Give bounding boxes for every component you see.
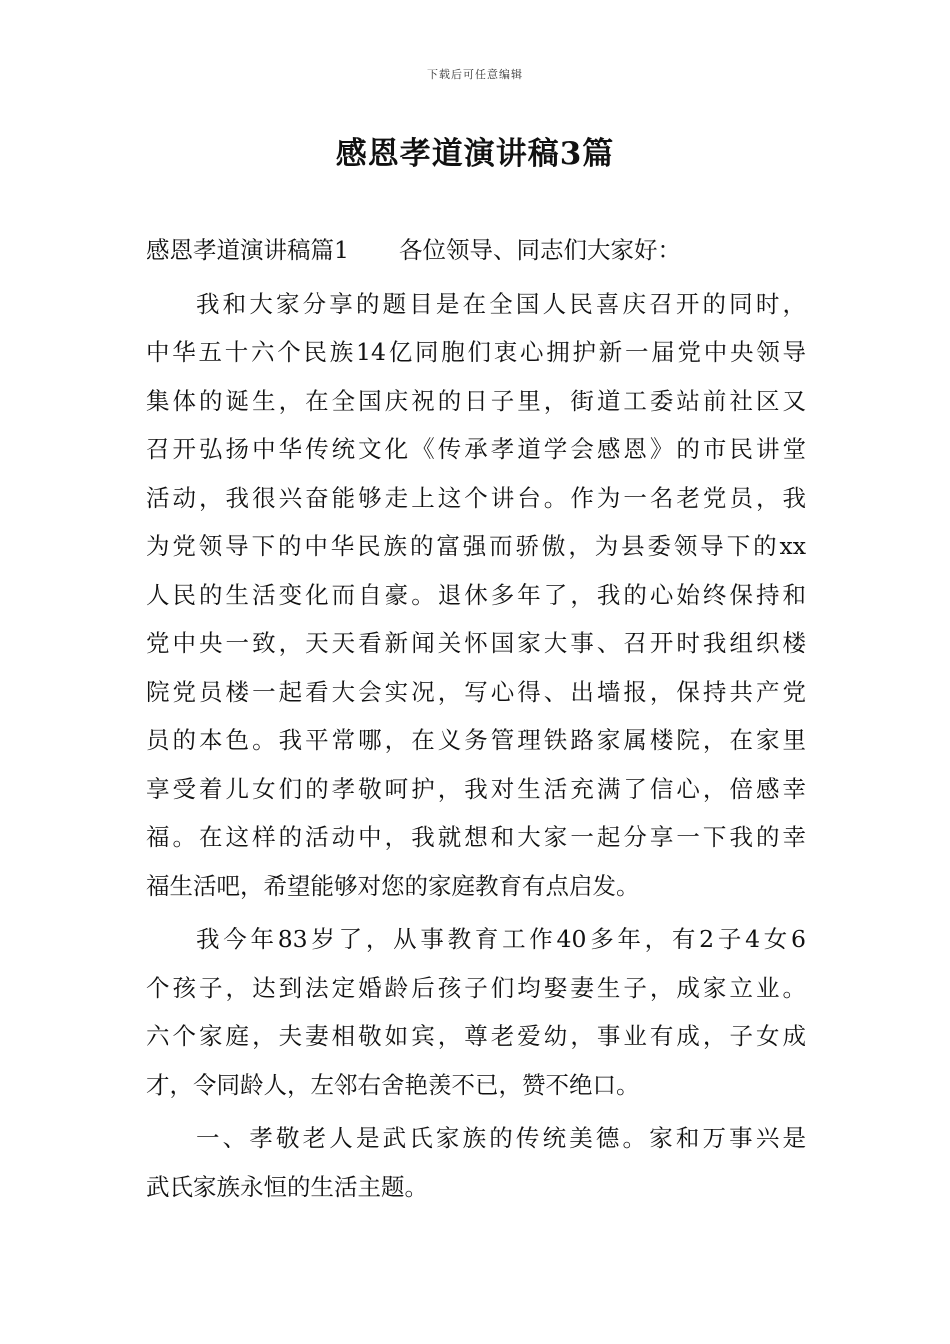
- intro-greeting: 各位领导、同志们大家好：: [398, 236, 681, 264]
- paragraph-line: 院党员楼一起看大会实况，写心得、出墙报，保持共产党: [146, 677, 806, 706]
- paragraph-line: 活动，我很兴奋能够走上这个讲台。作为一名老党员，我: [146, 483, 806, 512]
- paragraph-line: 才，令同龄人，左邻右舍艳羡不已，赞不绝口。: [146, 1070, 640, 1099]
- paragraph-3: [146, 1114, 806, 1211]
- document-title: 感恩孝道演讲稿3篇: [335, 136, 615, 172]
- paragraph-line: 党中央一致，天天看新闻关怀国家大事、召开时我组织楼: [146, 629, 806, 657]
- paragraph-line: 为党领导下的中华民族的富强而骄傲，为县委领导下的xx: [146, 532, 806, 560]
- paragraph-line: 六个家庭，夫妻相敬如宾，尊老爱幼，事业有成，子女成: [146, 1022, 806, 1050]
- paragraph-line: 员的本色。我平常哪，在义务管理铁路家属楼院，在家里: [146, 726, 806, 754]
- paragraph-2: [146, 915, 806, 1109]
- paragraph-line: 福。在这样的活动中，我就想和大家一起分享一下我的幸: [146, 823, 806, 851]
- intro-heading: 感恩孝道演讲稿篇1: [146, 236, 349, 264]
- intro-line: [146, 226, 806, 275]
- paragraph-1: [146, 280, 806, 911]
- paragraph-line: 我今年83岁了，从事教育工作40多年，有2子4女6: [196, 925, 806, 953]
- paragraph-line: 中华五十六个民族14亿同胞们衷心拥护新一届党中央领导: [146, 338, 806, 366]
- paragraph-line: 福生活吧，希望能够对您的家庭教育有点启发。: [146, 871, 640, 900]
- paragraph-line: 人民的生活变化而自豪。退休多年了，我的心始终保持和: [146, 580, 806, 609]
- paragraph-line: 享受着儿女们的孝敬呵护，我对生活充满了信心，倍感幸: [146, 774, 806, 803]
- paragraph-line: 集体的诞生，在全国庆祝的日子里，街道工委站前社区又: [146, 386, 806, 415]
- paragraph-line: 我和大家分享的题目是在全国人民喜庆召开的同时，: [196, 289, 806, 318]
- paragraph-line: 一、孝敬老人是武氏家族的传统美德。家和万事兴是: [196, 1124, 806, 1152]
- paragraph-line: 召开弘扬中华传统文化《传承孝道学会感恩》的市民讲堂: [146, 435, 806, 463]
- paragraph-line: 武氏家族永恒的生活主题。: [146, 1172, 428, 1201]
- header-note: 下载后可任意编辑: [427, 68, 523, 81]
- paragraph-line: 个孩子，达到法定婚龄后孩子们均娶妻生子，成家立业。: [146, 973, 806, 1002]
- document-body: [146, 226, 806, 1211]
